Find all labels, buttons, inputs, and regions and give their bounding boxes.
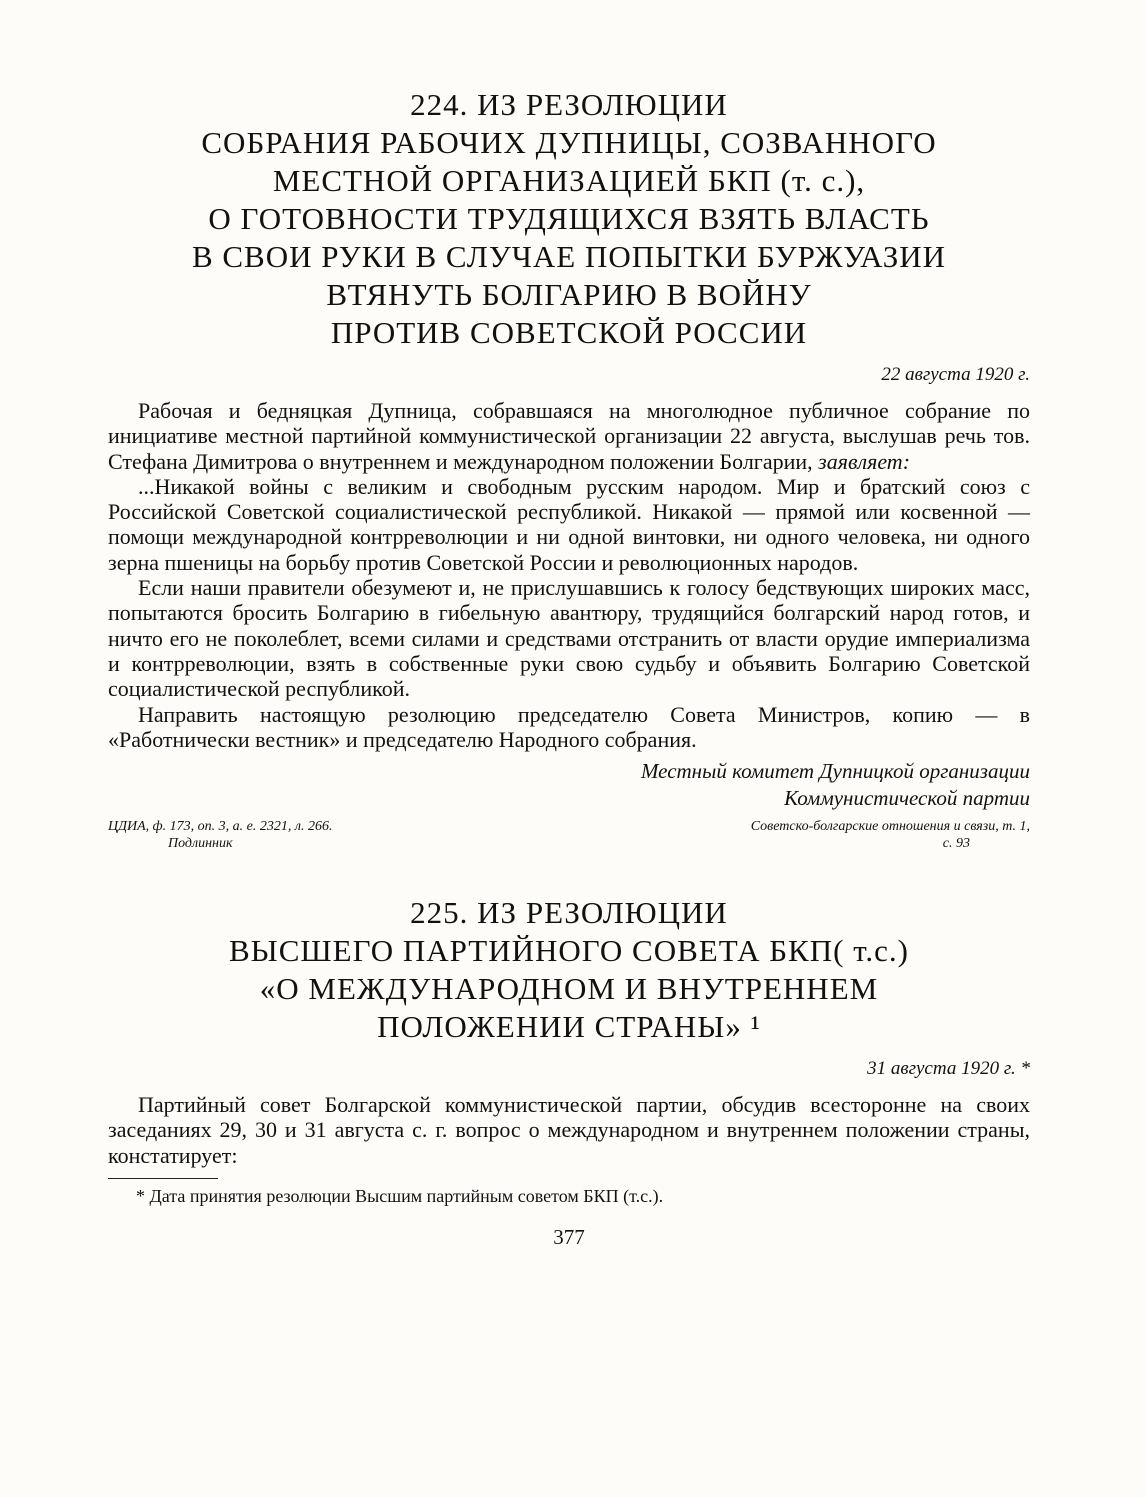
- archive-source-text: ЦДИА, ф. 173, оп. 3, а. е. 2321, л. 266.: [108, 819, 333, 835]
- doc224-title-line: В СВОИ РУКИ В СЛУЧАЕ ПОПЫТКИ БУРЖУАЗИИ: [191, 239, 947, 274]
- archive-source: [108, 818, 468, 852]
- doc225-title-line: «О МЕЖДУНАРОДНОМ И ВНУТРЕННЕМ: [259, 971, 879, 1007]
- doc225-title-line: 225. ИЗ РЕЗОЛЮЦИИ: [410, 895, 728, 931]
- doc224-sources: [108, 818, 1030, 852]
- footnote-divider: [108, 1178, 218, 1179]
- doc224-paragraph-3: Если наши правители обезумеют и, не прислушавшись к голосу бедствующих широких масс, попытаются бросить Болгарию в гибельную авантюру, трудящийся болгарский народ готов, и ничто его не поколеблет, всеми силами и средствами отстранить от власти орудие империализма и контрреволюции, взять в собственные руки свою судьбу и объявить Болгарию Советской социалистической республикой.: [108, 575, 1030, 702]
- doc224-title-line: СОБРАНИЯ РАБОЧИХ ДУПНИЦЫ, СОЗВАННОГО: [201, 125, 937, 160]
- document-225: [108, 894, 1030, 1168]
- page: [108, 86, 1030, 1250]
- publication-source: [590, 818, 1030, 852]
- doc225-paragraph-1: Партийный совет Болгарской коммунистической партии, обсудив всесторонне на своих заседаниях 29, 30 и 31 августа с. г. вопрос о международном и внутреннем положении страны, констатирует:: [108, 1092, 1030, 1168]
- doc224-title-line: ВТЯНУТЬ БОЛГАРИЮ В ВОЙНУ: [326, 277, 812, 312]
- doc225-title: [108, 894, 1030, 1046]
- page-number: 377: [553, 1225, 585, 1250]
- doc224-signature: [108, 758, 1030, 812]
- publication-source-page: с. 93: [942, 836, 970, 852]
- doc224-signature-line: Коммунистической партии: [784, 786, 1030, 811]
- doc224-date: 22 августа 1920 г.: [881, 364, 1030, 385]
- doc224-paragraph-1-text: Рабочая и бедняцкая Дупница, собравшаяся на многолюдное публичное собрание по инициативе местной партийной коммунистической организации 22 августа, выслушав речь тов. Стефана Димитрова о внутреннем и международном положении Болгарии,: [108, 398, 1030, 474]
- doc225-date: 31 августа 1920 г. *: [867, 1058, 1030, 1080]
- doc224-paragraph-2: ...Никакой войны с великим и свободным русским народом. Мир и братский союз с Российской Советской социалистической республикой. Никакой — прямой или косвенной — помощи международной контрреволюции и ни одной винтовки, ни одного человека, ни одного зерна пшеницы на борьбу против Советской России и революционных народов.: [108, 473, 1030, 575]
- doc224-signature-line: Местный комитет Дупницкой организации: [640, 759, 1030, 784]
- publication-source-text: Советско-болгарские отношения и связи, т. 1,: [750, 819, 1030, 835]
- archive-source-note: Подлинник: [168, 836, 233, 852]
- doc224-paragraph-1-emphasis: заявляет:: [818, 448, 911, 474]
- doc224-title-line: О ГОТОВНОСТИ ТРУДЯЩИХСЯ ВЗЯТЬ ВЛАСТЬ: [208, 201, 930, 236]
- doc224-paragraph-1: [108, 398, 1030, 474]
- doc224-title: [108, 86, 1030, 352]
- document-224: [108, 86, 1030, 852]
- doc224-title-line: 224. ИЗ РЕЗОЛЮЦИИ: [410, 87, 728, 122]
- doc225-title-line: ВЫСШЕГО ПАРТИЙНОГО СОВЕТА БКП( т.с.): [229, 933, 909, 969]
- footnote: * Дата принятия резолюции Высшим партийным советом БКП (т.с.).: [136, 1186, 664, 1207]
- doc224-paragraph-4: Направить настоящую резолюцию председателю Совета Министров, копию — в «Работнически вестник» и председателю Народного собрания.: [108, 701, 1030, 752]
- doc225-title-line: ПОЛОЖЕНИИ СТРАНЫ» ¹: [377, 1009, 761, 1045]
- doc224-title-line: ПРОТИВ СОВЕТСКОЙ РОССИИ: [330, 315, 808, 350]
- doc224-title-line: МЕСТНОЙ ОРГАНИЗАЦИЕЙ БКП (т. с.),: [272, 163, 866, 198]
